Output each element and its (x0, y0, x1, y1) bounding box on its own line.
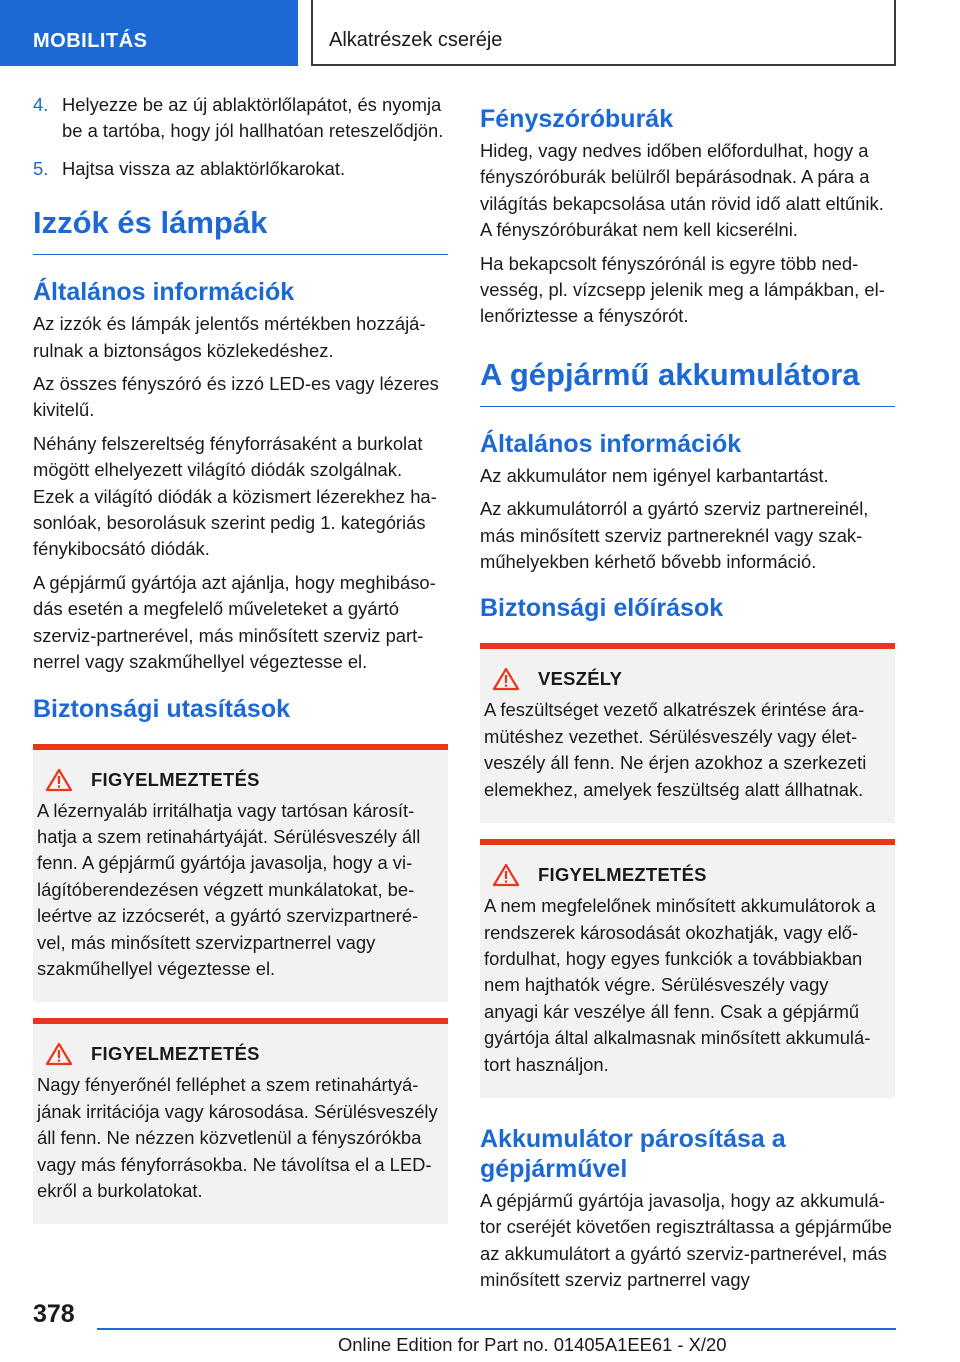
paragraph: Néhány felszereltség fényforrásaként a burkolat mögött elhelyezett világító diódák szolgálnak. Ezek a világító diódák a közismert lézerekhez hasonlóak, besorolásuk szerint pedig 1. kategóriás fénykibocsátó diódák. (33, 432, 437, 560)
edition-text: Online Edition for Part no. 01405A1EE61 - X/20 (338, 1334, 727, 1355)
headlight-fog-heading: Fényszóróburák (480, 105, 674, 133)
paragraph: Ha bekapcsolt fényszórónál is egyre több nedvesség, pl. vízcsepp jelenik meg a lámpákban, ellenőriztesse a fényszórót. (480, 252, 885, 327)
warning-text: A nem megfelelőnek minősített akkumulátorok a rendszerek károsodását okozhatják, vagy előfordulhat, hogy egyes funkciók a továbbiakban nem hajthatók végre. Sérülésveszély vagy anyagi kár veszélye áll fenn. Csak a gépjármű gyártója által alkalmasnak minősített akkumulátort használjon. (484, 895, 876, 1075)
warning-title: FIGYELMEZTETÉS (91, 1043, 260, 1065)
step-number: 4. (33, 94, 49, 115)
warning-triangle-icon (492, 863, 520, 887)
warning-title: VESZÉLY (538, 668, 623, 690)
paragraph: Az izzók és lámpák jelentős mértékben hozzájárulnak a biztonságos közlekedéshez. (33, 313, 426, 361)
warning-title: FIGYELMEZTETÉS (538, 864, 707, 886)
warning-box (480, 839, 895, 1098)
right-column (480, 92, 895, 1301)
top-bar (0, 0, 960, 66)
paragraph: Az akkumulátor nem igényel karbantartást. (480, 464, 829, 486)
footer-divider (97, 1328, 896, 1330)
warning-text: Nagy fényerőnél felléphet a szem retinahártyájának irritációja vagy károsodása. Sérülésveszély áll fenn. Ne nézzen közvetlenül a fényszórókba vagy más fényforrásokba. Ne távolítsa el a LED-ekről a burkolatokat. (37, 1074, 438, 1201)
safety-heading: Biztonsági utasítások (33, 694, 290, 723)
warning-text: A feszültséget vezető alkatrészek érintése áramütéshez vezethet. Sérülésveszély vagy életveszély áll fenn. Ne érjen azokhoz a szerkezeti elemekhez, amelyek feszültség alatt állhatnak. (484, 699, 867, 800)
left-column (33, 92, 448, 1236)
warning-title: FIGYELMEZTETÉS (91, 768, 260, 790)
warning-triangle-icon (492, 667, 520, 691)
step-list (33, 92, 448, 182)
chapter-tab[interactable]: Alkatrészek cseréje (311, 0, 896, 66)
paragraph: A gépjármű gyártója azt ajánlja, hogy meghibásodás esetén a megfelelő műveleteket a gyártó szerviz-partnerével, más minősített szerviz partnerrel vagy szakműhellyel végeztesse el. (33, 571, 436, 673)
general-info-heading: Általános információk (480, 429, 742, 458)
warning-triangle-icon (45, 768, 73, 792)
battery-pairing-heading: Akkumulátor párosítása a gépjárművel (480, 1124, 786, 1183)
warning-box (33, 1018, 448, 1224)
step-text: Helyezze be az új ablaktörlőlapátot, és nyomja be a tartóba, hogy jól hallhatóan reteszelődjön. (62, 94, 444, 142)
paragraph: A gépjármű gyártója javasolja, hogy az akkumulátor cseréjét követően regisztráltassa a gépjárműbe az akkumulátort a gyártó szerviz-partnerével, más minősített szerviz partnerrel vagy (480, 1189, 892, 1291)
warning-text: A lézernyaláb irritálhatja vagy tartósan károsíthatja a szem retinahártyáját. Sérülésveszély áll fenn. A gépjármű gyártója javasolja, hogy a világítóberendezésen végzett munkálatokat, beleértve az izzócserét, a gyártó szervizpartnerével, más minősített szervizpartnerrel vagy szakműhellyel végeztesse el. (37, 799, 421, 979)
step-text: Hajtsa vissza az ablaktörlőkarokat. (62, 157, 346, 179)
step-number: 5. (33, 157, 49, 179)
page-number: 378 (33, 1300, 75, 1328)
chapter-heading-bulbs: Izzók és lámpák (33, 204, 448, 255)
warning-box (33, 744, 448, 1003)
section-tab[interactable]: MOBILITÁS (0, 0, 298, 66)
danger-box (480, 643, 895, 823)
step-item (33, 92, 448, 145)
safety-heading: Biztonsági előírások (480, 594, 724, 623)
warning-triangle-icon (45, 1042, 73, 1066)
paragraph: Hideg, vagy nedves időben előfordulhat, hogy a fényszóróburák belülről bepárásodnak. A pára a világítás bekapcsolása után rövid idő alatt eltűnik. A fényszóróburákat nem kell kicserélni. (480, 140, 884, 241)
chapter-heading-battery: A gépjármű akkumulátora (480, 356, 895, 407)
paragraph: Az összes fényszóró és izzó LED-es vagy lézeres kivitelű. (33, 373, 439, 421)
step-item (33, 156, 448, 182)
general-info-heading: Általános információk (33, 278, 295, 307)
paragraph: Az akkumulátorról a gyártó szerviz partnereinél, más minősített szerviz partnereknél vagy szakműhelyekben kérhető bővebb információ. (480, 498, 869, 573)
